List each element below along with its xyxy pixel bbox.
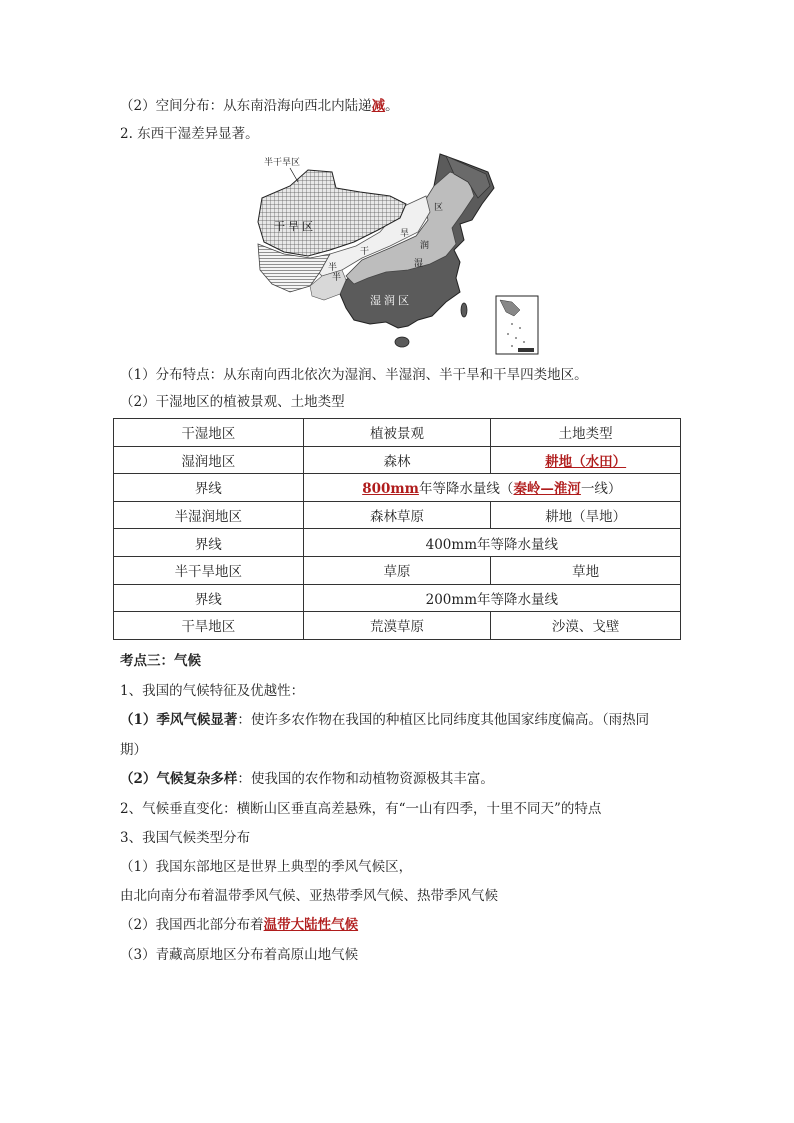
label-shi: 湿 [414, 258, 424, 268]
table-row: 界线 400mm年等降水量线 [114, 529, 681, 557]
label-arid: 干 旱 区 [274, 221, 314, 233]
distribution-feature: （1）分布特点：从东南向西北依次为湿润、半湿润、半干旱和干旱四类地区。 [120, 367, 588, 383]
dry-wet-table [113, 418, 681, 640]
temperate-continental: 温带大陆性气候 [263, 917, 359, 933]
table-caption: （2）干湿地区的植被景观、土地类型 [120, 394, 345, 410]
qinling-huaihe: 秦岭—淮河 [513, 481, 581, 498]
east-monsoon-line: （1）我国东部地区是世界上典型的季风气候区， [120, 859, 413, 875]
plateau-line: （3）青藏高原地区分布着高原山地气候 [120, 947, 359, 963]
table-row: 湿润地区 森林 耕地（水田） [114, 446, 681, 474]
label-qu: 区 [434, 202, 444, 212]
table-row: 半干旱地区 草原 草地 [114, 556, 681, 584]
climate-types-heading: 3、我国气候类型分布 [120, 830, 251, 846]
isohyet-800: 800mm [362, 481, 419, 498]
humid-land-type: 耕地（水田） [491, 446, 681, 474]
north-south-line: 由北向南分布着温带季风气候、亚热带季风气候、热带季风气候 [120, 888, 498, 904]
monsoon-line: （1）季风气候显著：使许多农作物在我国的种植区比同纬度其他国家纬度偏高。（雨热同 [120, 712, 650, 728]
taiwan-island [461, 303, 467, 317]
label-run: 润 [420, 240, 430, 250]
label-semiarid-top: 半干旱区 [264, 157, 301, 167]
table-row: 界线 800mm年等降水量线（秦岭—淮河一线） [114, 474, 681, 502]
section-heading-climate: 考点三：气候 [120, 653, 201, 669]
table-row: 界线 200mm年等降水量线 [114, 584, 681, 612]
keyword-decrease: 减 [371, 98, 386, 114]
northwest-line: （2）我国西北部分布着温带大陆性气候 [120, 917, 359, 933]
label-humid: 湿 润 区 [370, 295, 410, 307]
inset-caption-block [518, 348, 534, 352]
label-gan: 干 [360, 246, 370, 256]
diverse-climate-line: （2）气候复杂多样：使我国的农作物和动植物资源极其丰富。 [120, 771, 494, 787]
label-ban2: 半 [332, 272, 342, 282]
table-row: 干旱地区 荒漠草原 沙漠、戈壁 [114, 612, 681, 640]
monsoon-line-wrap: 期） [120, 742, 147, 758]
table-row: 半湿润地区 森林草原 耕地（旱地） [114, 501, 681, 529]
spatial-distribution-line: （2）空间分布：从东南沿海向西北内陆递减。 [120, 98, 399, 114]
dry-wet-region-map [250, 152, 540, 358]
label-ban: 半 [328, 262, 338, 272]
hainan-island [395, 337, 409, 347]
east-west-heading: 2. 东西干湿差异显著。 [120, 126, 259, 142]
table-header-row: 干湿地区 植被景观 土地类型 [114, 419, 681, 447]
label-han: 旱 [400, 228, 410, 238]
climate-features: 1、我国的气候特征及优越性： [120, 683, 305, 699]
vertical-change-line: 2、气候垂直变化：横断山区垂直高差悬殊，有“一山有四季，十里不同天”的特点 [120, 801, 602, 817]
